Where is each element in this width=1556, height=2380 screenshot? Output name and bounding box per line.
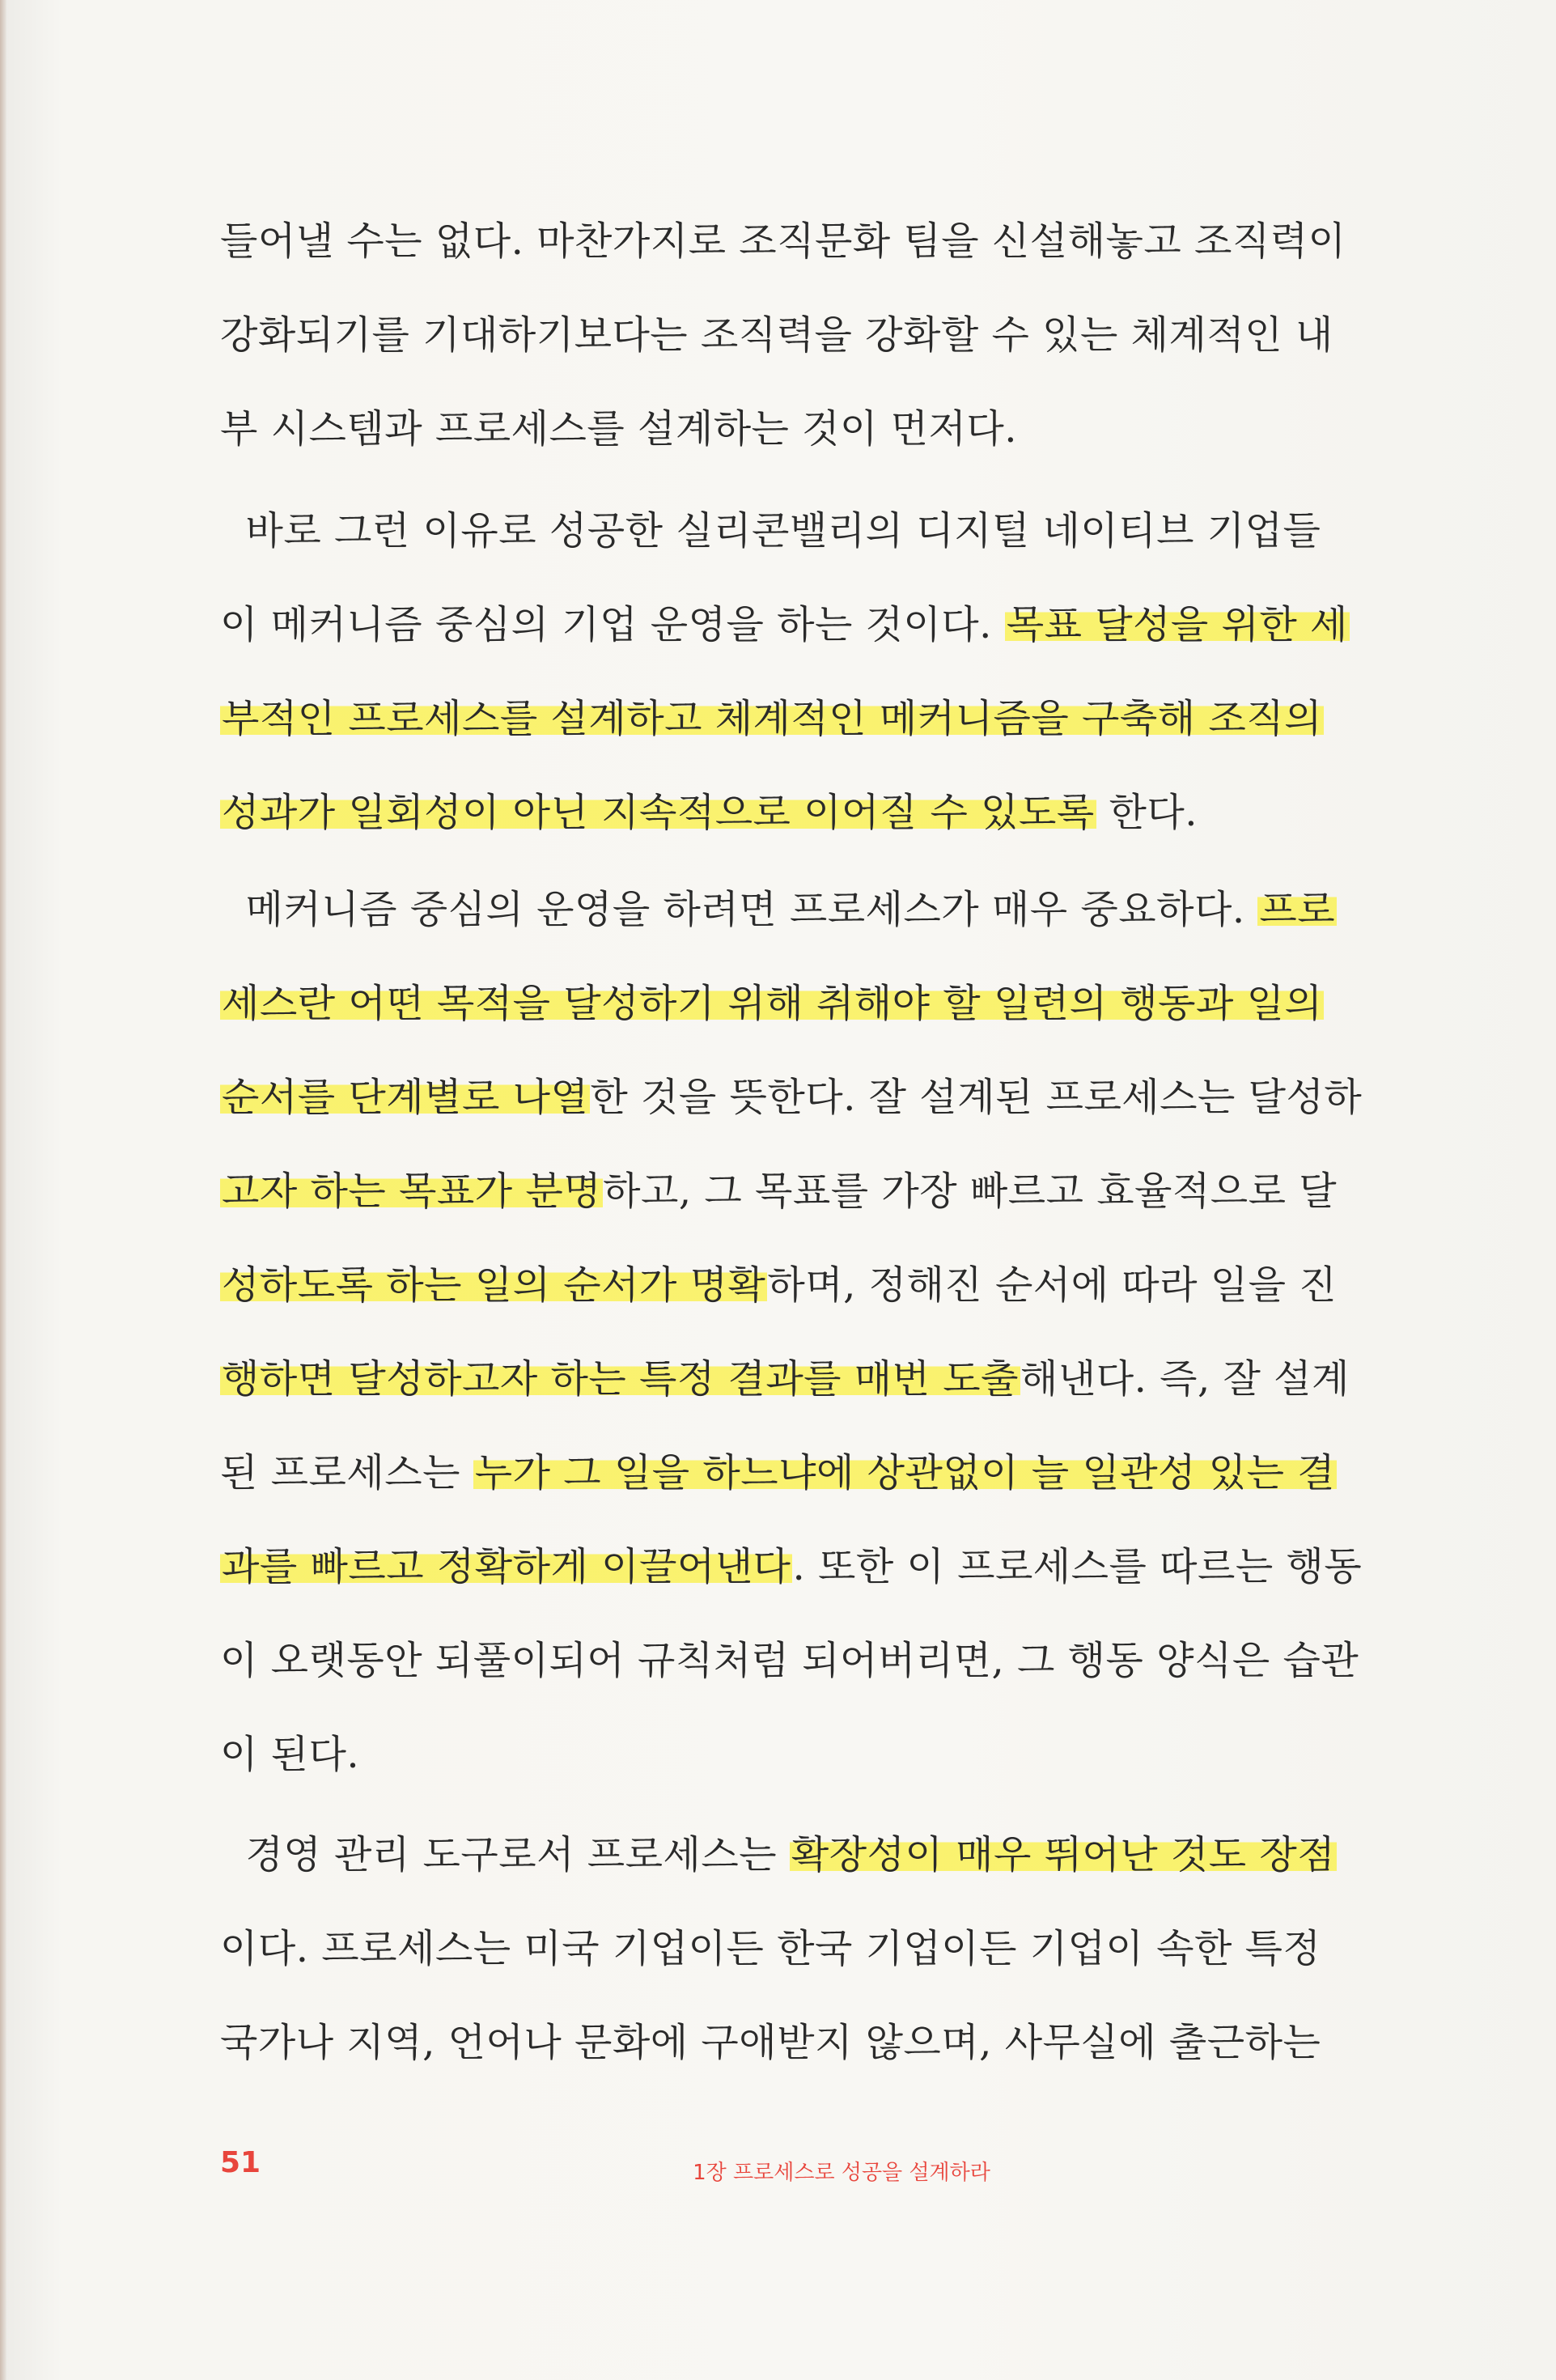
text-line — [220, 1353, 1350, 1405]
highlighted-text: 순서를 단계별로 나열 — [222, 1075, 589, 1120]
text-line — [220, 1447, 1337, 1499]
text-line — [220, 1071, 1362, 1123]
highlighted-text: 누가 그 일을 하느냐에 상관없이 늘 일관성 있는 결 — [474, 1450, 1336, 1495]
text-line — [220, 2017, 1321, 2068]
text-line — [220, 1923, 1321, 1975]
highlighted-text: 목표 달성을 위한 세 — [1006, 602, 1348, 647]
line-text: 강화되기를 기대하기보다는 조직력을 강화할 수 있는 체계적인 내 — [220, 312, 1333, 358]
line-text: 들어낼 수는 없다. 마찬가지로 조직문화 팀을 신설해놓고 조직력이 — [220, 218, 1346, 264]
highlighted-text: 성과가 일회성이 아닌 지속적으로 이어질 수 있도록 — [222, 790, 1095, 835]
line-text: 한다. — [1096, 790, 1198, 835]
text-line — [220, 1729, 359, 1780]
line-text: 국가나 지역, 언어나 문화에 구애받지 않으며, 사무실에 출근하는 — [220, 2020, 1321, 2065]
line-text: 부 시스템과 프로세스를 설계하는 것이 먼저다. — [220, 406, 1018, 452]
highlighted-text: 확장성이 매우 뛰어난 것도 장점 — [791, 1832, 1336, 1877]
highlighted-text: 프로 — [1259, 887, 1336, 932]
text-line — [220, 403, 1017, 455]
highlighted-text: 행하면 달성하고자 하는 특정 결과를 매번 도출 — [222, 1356, 1020, 1402]
chapter-title: 1장 프로세스로 성공을 설계하라 — [693, 2161, 990, 2185]
line-text: 한 것을 뜻한다. 잘 설계된 프로세스는 달성하 — [590, 1075, 1363, 1120]
text-line — [220, 309, 1333, 361]
line-text: 이 오랫동안 되풀이되어 규칙처럼 되어버리면, 그 행동 양식은 습관 — [220, 1638, 1359, 1683]
line-text: 해낸다. 즉, 잘 설계 — [1020, 1356, 1350, 1402]
text-line — [220, 787, 1198, 838]
text-line — [220, 215, 1346, 267]
line-text: 바로 그런 이유로 성공한 실리콘밸리의 디지털 네이티브 기업들 — [220, 508, 1321, 554]
line-text: 된 프로세스는 — [220, 1450, 473, 1495]
text-line — [220, 599, 1350, 651]
text-line — [220, 1165, 1337, 1217]
line-text: 경영 관리 도구로서 프로세스는 — [220, 1832, 790, 1877]
text-line — [220, 1541, 1362, 1593]
line-text: . 또한 이 프로세스를 따르는 행동 — [792, 1544, 1363, 1589]
text-line — [220, 1635, 1359, 1686]
line-text: 하며, 정해진 순서에 따라 일을 진 — [767, 1262, 1338, 1308]
line-text: 이다. 프로세스는 미국 기업이든 한국 기업이든 기업이 속한 특정 — [220, 1926, 1321, 1971]
text-line — [220, 978, 1324, 1029]
line-text: 이 메커니즘 중심의 기업 운영을 하는 것이다. — [220, 602, 1005, 647]
highlighted-text: 성하도록 하는 일의 순서가 명확 — [222, 1262, 766, 1308]
text-line — [220, 505, 1321, 557]
line-text: 메커니즘 중심의 운영을 하려면 프로세스가 매우 중요하다. — [220, 887, 1258, 932]
page-number: 51 — [220, 2146, 261, 2179]
line-text: 이 된다. — [220, 1732, 360, 1777]
line-text: 하고, 그 목표를 가장 빠르고 효율적으로 달 — [603, 1169, 1338, 1214]
text-line — [220, 1259, 1337, 1311]
text-line — [220, 884, 1337, 935]
highlighted-text: 고자 하는 목표가 분명 — [222, 1169, 602, 1214]
highlighted-text: 세스란 어떤 목적을 달성하기 위해 취해야 할 일련의 행동과 일의 — [222, 981, 1323, 1026]
text-line — [220, 1829, 1337, 1881]
text-line — [220, 693, 1324, 745]
page-spine-edge — [0, 0, 6, 2380]
highlighted-text: 부적인 프로세스를 설계하고 체계적인 메커니즘을 구축해 조직의 — [222, 696, 1322, 741]
highlighted-text: 과를 빠르고 정확하게 이끌어낸다 — [222, 1544, 791, 1589]
